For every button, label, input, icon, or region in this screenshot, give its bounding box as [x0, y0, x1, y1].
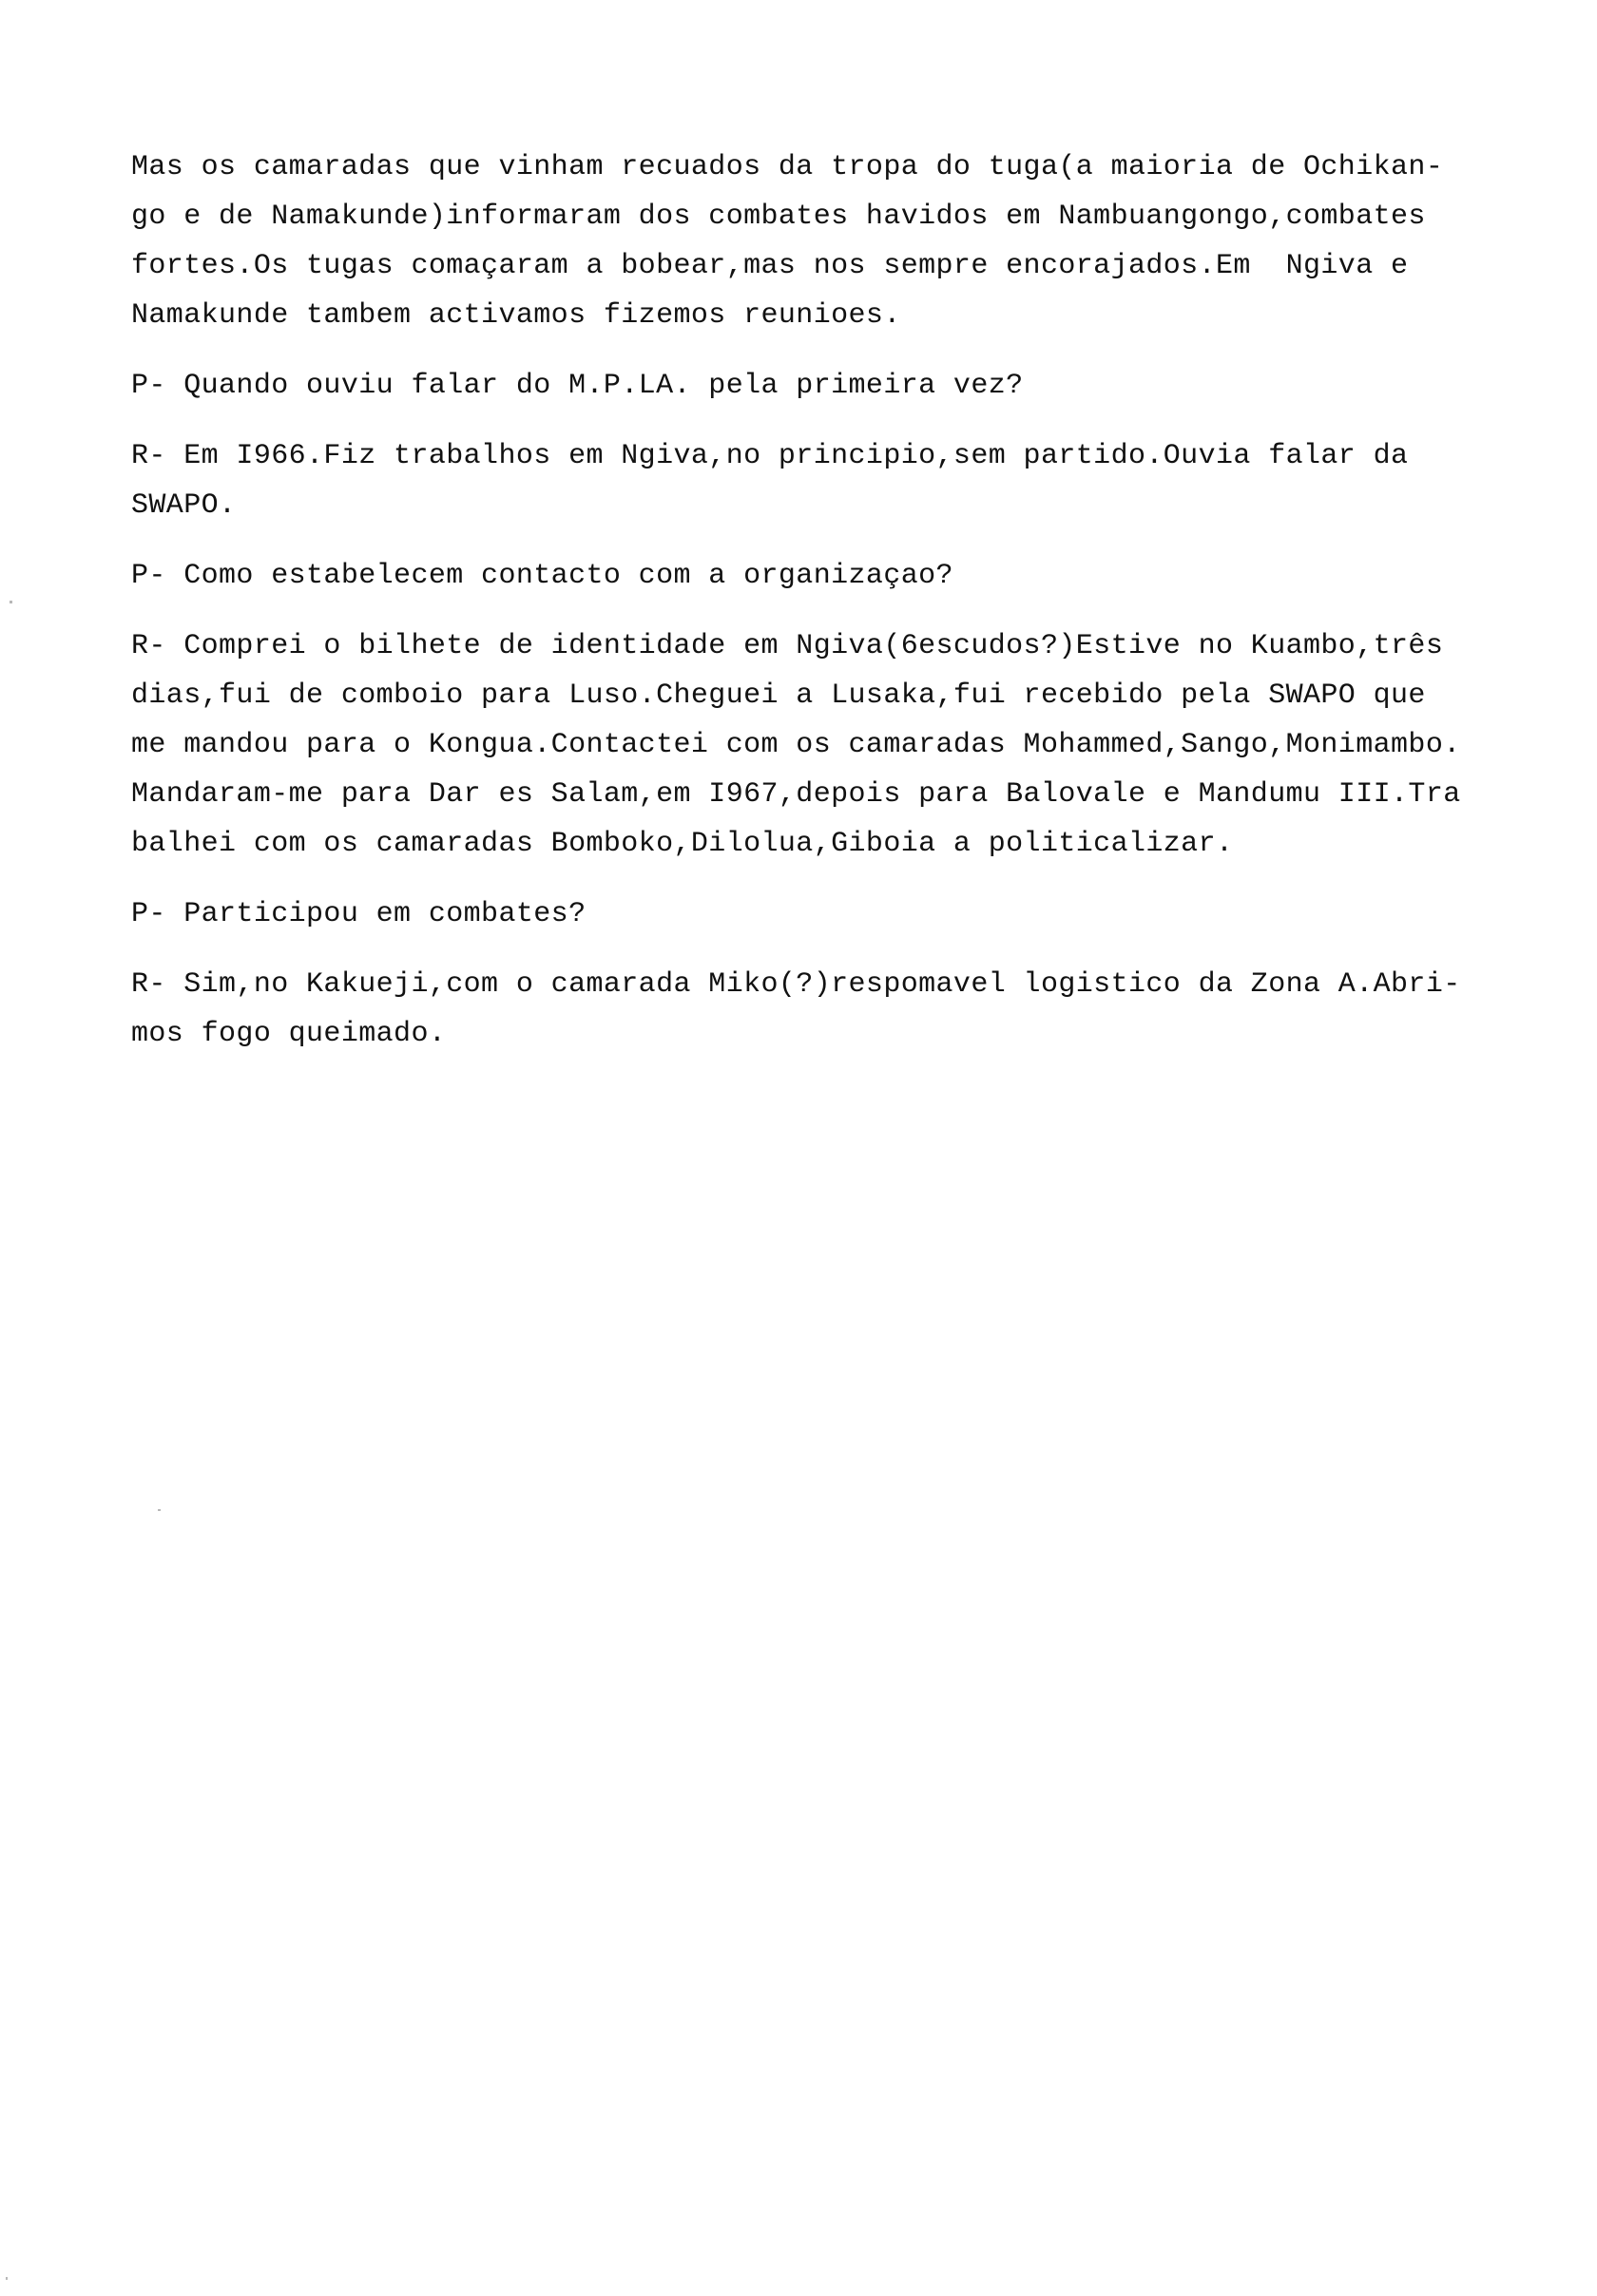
text-line: me mandou para o Kongua.Contactei com os camaradas Mohammed,Sango,Monimambo. — [131, 729, 1461, 761]
answer-paragraph — [131, 960, 1557, 1059]
text-line: P- Quando ouviu falar do M.P.LA. pela primeira vez? — [131, 370, 1024, 402]
text-line: Mandaram-me para Dar es Salam,em I967,depois para Balovale e Mandumu III.Tra — [131, 778, 1461, 811]
answer-paragraph — [131, 431, 1557, 530]
text-line: dias,fui de comboio para Luso.Cheguei a Lusaka,fui recebido pela SWAPO que — [131, 679, 1426, 712]
text-line: R- Em I966.Fiz trabalhos em Ngiva,no principio,sem partido.Ouvia falar da — [131, 440, 1409, 472]
question-paragraph — [131, 551, 1557, 601]
text-line: R- Comprei o bilhete de identidade em Ngiva(6escudos?)Estive no Kuambo,três — [131, 630, 1444, 662]
text-line: P- Como estabelecem contacto com a organizaçao? — [131, 560, 953, 592]
answer-paragraph — [131, 622, 1557, 869]
scan-speck — [10, 601, 12, 603]
text-line: P- Participou em combates? — [131, 898, 587, 930]
scan-speck — [158, 1509, 161, 1511]
text-line: R- Sim,no Kakueji,com o camarada Miko(?)respomavel logistico da Zona A.Abri- — [131, 968, 1461, 1001]
question-paragraph — [131, 361, 1557, 411]
typewritten-text — [131, 143, 1557, 1080]
text-line: Mas os camaradas que vinham recuados da tropa do tuga(a maioria de Ochikan- — [131, 151, 1444, 183]
text-line: go e de Namakunde)informaram dos combates havidos em Nambuangongo,combates — [131, 201, 1426, 233]
question-paragraph — [131, 890, 1557, 939]
scan-speck — [6, 2277, 8, 2280]
text-line: balhei com os camaradas Bomboko,Dilolua,Giboia a politicalizar. — [131, 828, 1234, 860]
text-line: mos fogo queimado. — [131, 1018, 447, 1050]
text-line: fortes.Os tugas comaçaram a bobear,mas nos sempre encorajados.Em Ngiva e — [131, 250, 1409, 282]
narrative-paragraph — [131, 143, 1557, 340]
text-line: SWAPO. — [131, 489, 237, 522]
text-line: Namakunde tambem activamos fizemos reunioes. — [131, 299, 901, 332]
